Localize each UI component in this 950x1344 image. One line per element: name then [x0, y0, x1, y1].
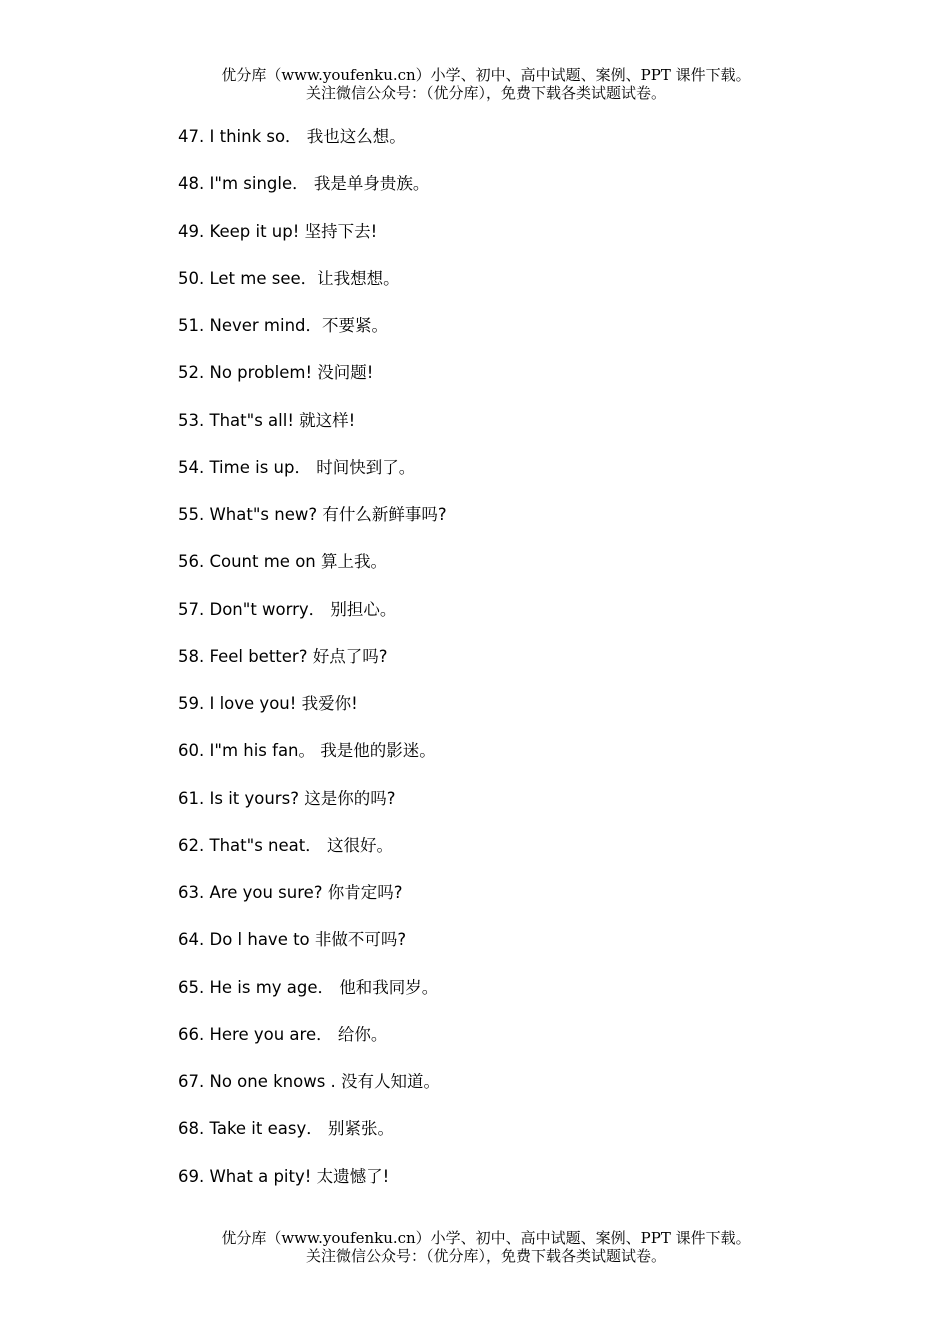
phrase-item: 48. I"m single． 我是单身贵族。	[178, 174, 430, 194]
header-line-2: 关注微信公众号：（优分库），免费下载各类试题试卷。	[305, 84, 666, 102]
phrase-item: 63. Are you sure? 你肯定吗?	[178, 883, 403, 902]
phrase-item: 52. No problem! 没问题!	[178, 363, 374, 383]
phrase-item: 61. Is it yours? 这是你的吗?	[178, 788, 396, 808]
phrase-item: 59. I love you! 我爱你!	[178, 694, 358, 713]
phrase-item: 49. Keep it up! 坚持下去!	[178, 221, 378, 241]
phrase-item: 67. No one knows . 没有人知道。	[178, 1072, 441, 1091]
phrase-item: 54. Time is up． 时间快到了。	[178, 457, 416, 477]
phrase-item: 55. What"s new? 有什么新鲜事吗?	[178, 505, 447, 524]
phrase-item: 53. That"s all! 就这样!	[178, 410, 356, 430]
footer-line-1: 优分库（www.youfenku.cn）小学、初中、高中试题、案例、PPT 课件下载。	[221, 1229, 751, 1247]
phrase-item: 51. Never mind．不要紧。	[178, 316, 389, 335]
phrase-list	[178, 124, 447, 1211]
page-footer	[0, 1229, 950, 1265]
phrase-item: 69. What a pity! 太遗憾了!	[178, 1166, 390, 1186]
phrase-item: 57. Don"t worry． 别担心。	[178, 599, 397, 619]
phrase-item: 56. Count me on 算上我。	[178, 552, 387, 572]
footer-line-2: 关注微信公众号：（优分库），免费下载各类试题试卷。	[305, 1247, 666, 1265]
phrase-item: 65. He is my age． 他和我同岁。	[178, 977, 439, 997]
phrase-item: 58. Feel better? 好点了吗?	[178, 646, 388, 666]
phrase-item: 62. That"s neat． 这很好。	[178, 835, 393, 855]
header-line-1: 优分库（www.youfenku.cn）小学、初中、高中试题、案例、PPT 课件下载。	[221, 66, 751, 84]
page-header	[0, 66, 950, 102]
phrase-item: 47. I think so． 我也这么想。	[178, 127, 406, 146]
phrase-item: 60. I"m his fan。 我是他的影迷。	[178, 741, 436, 761]
phrase-item: 64. Do l have to 非做不可吗?	[178, 930, 407, 950]
phrase-item: 66. Here you are． 给你。	[178, 1024, 388, 1044]
phrase-item: 50. Let me see．让我想想。	[178, 268, 400, 288]
phrase-item: 68. Take it easy． 别紧张。	[178, 1119, 394, 1139]
